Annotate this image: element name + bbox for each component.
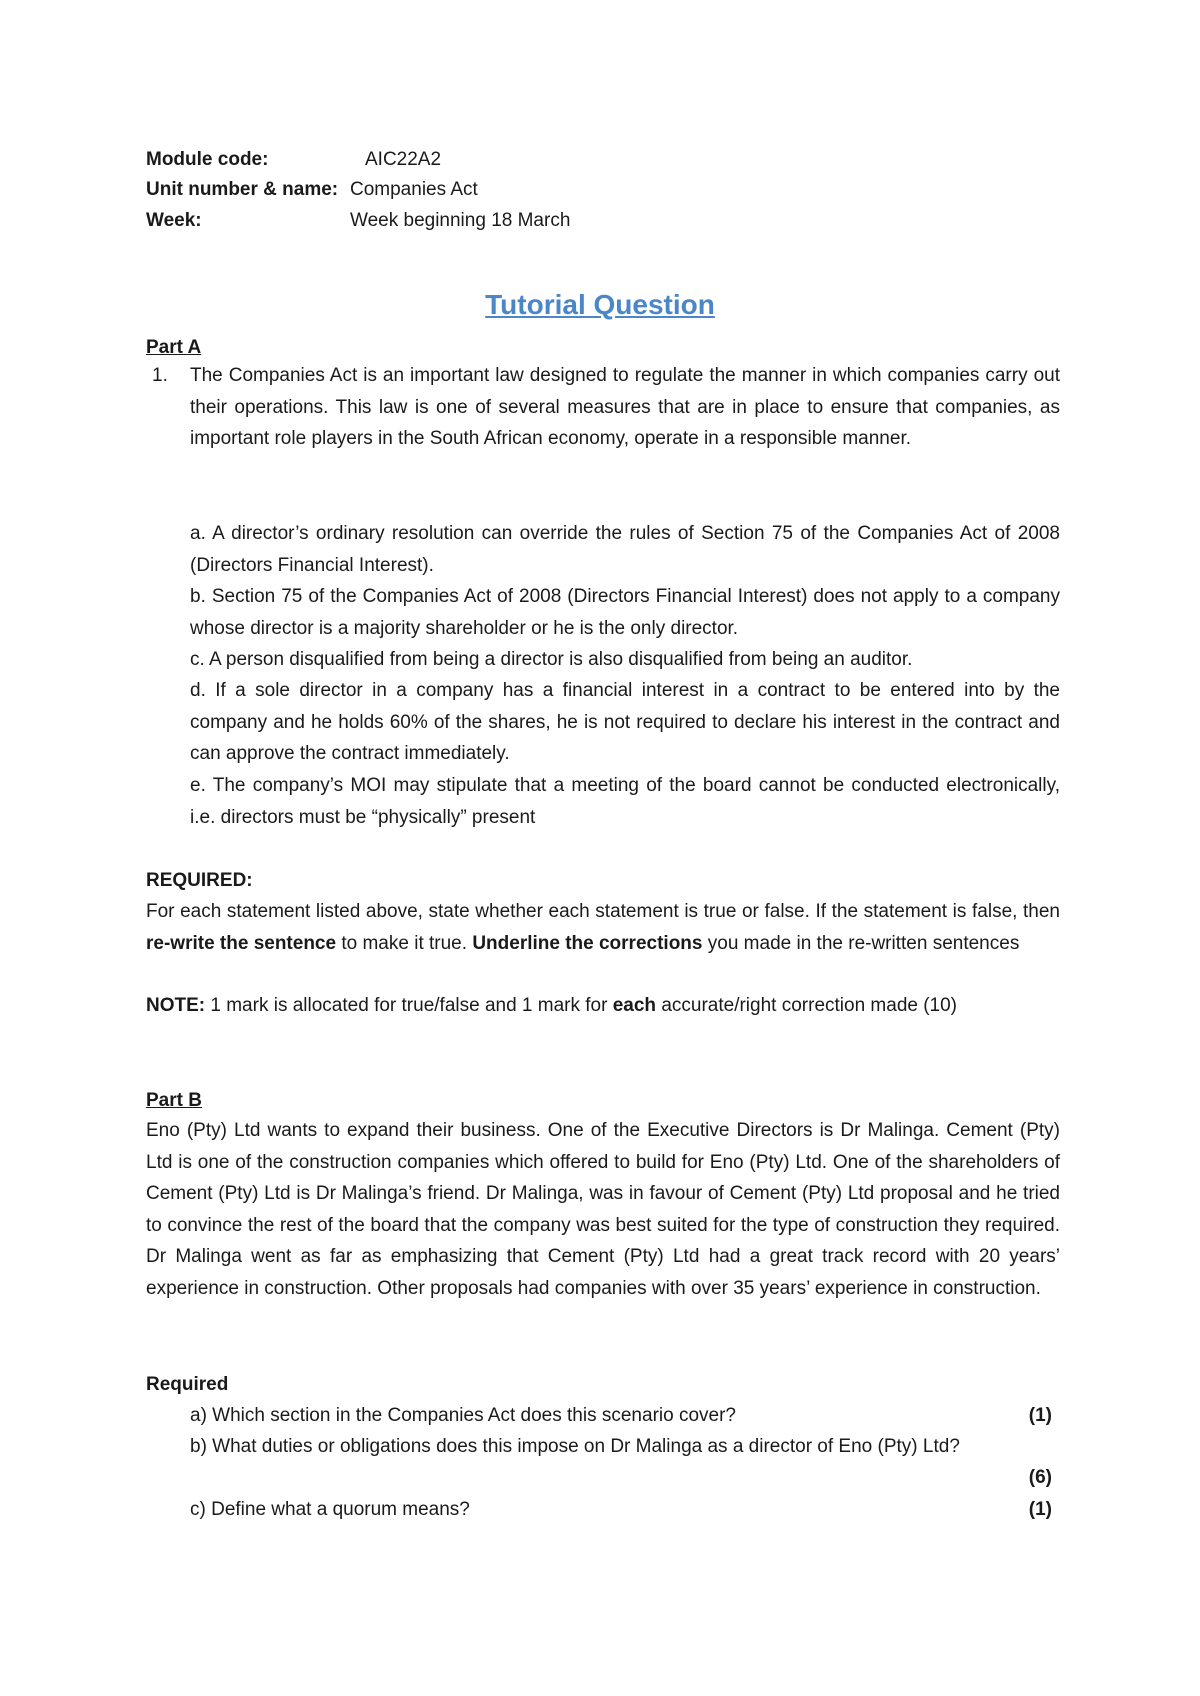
question-b-marks: (6) xyxy=(1028,1467,1052,1488)
note-label: NOTE: xyxy=(146,995,206,1016)
statement-c: c. A person disqualified from being a director is also disqualified from being an auditor. xyxy=(190,649,913,670)
week-label: Week: xyxy=(146,210,202,231)
required-heading-b: Required xyxy=(146,1374,229,1395)
question-b: b) What duties or obligations does this impose on Dr Malinga as a director of Eno (Pty) Ltd? xyxy=(190,1436,960,1457)
part-b-heading: Part B xyxy=(146,1090,202,1111)
part-a-intro: The Companies Act is an important law designed to regulate the manner in which companies carry out their operations. This law is one of several measures that are in place to ensure that companies, as important role players in the South African economy, operate in a responsible manner. xyxy=(190,365,1060,449)
part-b-scenario: Eno (Pty) Ltd wants to expand their business. One of the Executive Directors is Dr Malinga. Cement (Pty) Ltd is one of the construction companies which offered to build for Eno (Pty) Ltd. One of the shareholders of Cement (Pty) Ltd is Dr Malinga’s friend. Dr Malinga, was in favour of Cement (Pty) Ltd proposal and he tried to convince the rest of the board that the company was best suited for the type of construction they required. Dr Malinga went as far as emphasizing that Cement (Pty) Ltd had a great track record with 20 years’ experience in construction. Other proposals had companies with over 35 years’ experience in construction. xyxy=(146,1120,1060,1299)
statement-b: b. Section 75 of the Companies Act of 2008 (Directors Financial Interest) does not apply to a company whose director is a majority shareholder or he is the only director. xyxy=(190,586,1060,639)
note-text-1: 1 mark is allocated for true/false and 1 mark for xyxy=(205,995,613,1016)
marks-note xyxy=(146,990,1060,1022)
question-a-marks: (1) xyxy=(1028,1405,1052,1426)
req-emphasis-rewrite: re-write the sentence xyxy=(146,932,337,954)
statement-d: d. If a sole director in a company has a financial interest in a contract to be entered into by the company and he holds 60% of the shares, he is not required to declare his interest in the contract and can approve the contract immediately. xyxy=(190,680,1060,764)
question-c: c) Define what a quorum means? xyxy=(190,1499,470,1520)
part-a-heading: Part A xyxy=(146,337,202,358)
unit-label: Unit number & name: xyxy=(146,179,339,200)
req-text-3: you made in the re-written sentences xyxy=(702,932,1020,954)
note-text-2: accurate/right correction made (10) xyxy=(656,995,958,1016)
module-code-label: Module code: xyxy=(146,149,269,170)
required-heading-a: REQUIRED: xyxy=(146,870,253,891)
question-a: a) Which section in the Companies Act does this scenario cover? xyxy=(190,1405,736,1426)
req-text-1: For each statement listed above, state whether each statement is true or false. If the statement is false, then xyxy=(146,901,1060,922)
statement-e: e. The company’s MOI may stipulate that a meeting of the board cannot be conducted electronically, i.e. directors must be “physically” present xyxy=(190,775,1060,828)
statement-a: a. A director’s ordinary resolution can override the rules of Section 75 of the Companies Act of 2008 (Directors Financial Interest). xyxy=(190,523,1060,576)
module-code-value: AIC22A2 xyxy=(365,149,442,170)
note-emphasis-each: each xyxy=(612,995,657,1016)
week-value: Week beginning 18 March xyxy=(350,210,571,231)
question-c-marks: (1) xyxy=(1028,1499,1052,1520)
question-number: 1. xyxy=(152,365,168,386)
required-instructions xyxy=(146,896,1060,959)
page-title: Tutorial Question xyxy=(485,289,715,320)
req-emphasis-underline: Underline the corrections xyxy=(472,932,703,954)
unit-value: Companies Act xyxy=(350,179,478,200)
req-text-2: to make it true. xyxy=(336,932,473,954)
